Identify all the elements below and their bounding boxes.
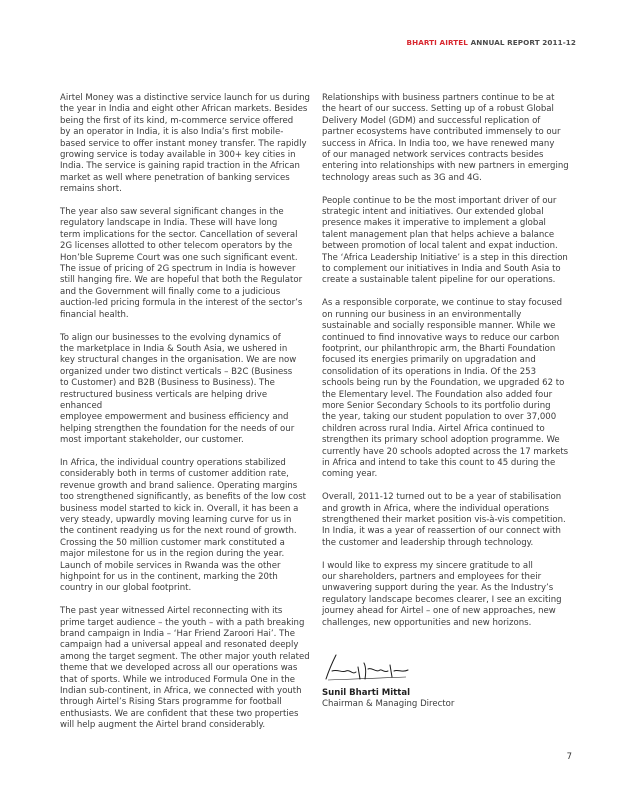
paragraph-airtel-money: Airtel Money was a distinctive service launch for us during the year in India and eight other African markets. Besides being the first of its kind, m-commerce service offered by an operator in India, it is also India’s first mobile- based service to offer instant money transfer. The rapidly growing service is today available in 300+ key cities in India. The service is gaining rapid traction in the African market as well where penetration of banking services remains short. — [60, 93, 310, 195]
paragraph-business-verticals: To align our businesses to the evolving dynamics of the marketplace in India & South Asia, we ushered in key structural changes in the organisation. We are now organized under two distinct verticals – B2C (Business to Customer) and B2B (Business to Business). The restructured business verticals are helping drive enhanced employee empowerment and business efficiency and helping strengthen the foundation for the needs of our most important stakeholder, our customer. — [60, 332, 297, 446]
paragraph-regulatory-landscape: The year also saw several significant changes in the regulatory landscape in India. These will have long term implications for the sector. Cancellation of several 2G licenses allotted to other telecom operators by the Hon’ble Supreme Court was one such significant event. The issue of pricing of 2G spectrum in India is however still hanging fire. We are hopeful that both the Regulator and the Government will finally come to a judicious auction-led pricing formula in the interest of the sector’s financial health. — [60, 207, 303, 320]
header-title: ANNUAL REPORT 2011-12 — [470, 38, 576, 47]
header-brand: BHARTI AIRTEL — [406, 38, 468, 47]
paragraph-business-partners: Relationships with business partners continue to be at the heart of our success. Setting up of a robust Global Delivery Model (GDM) and successful replication of partner ecosystems have contributed immensely to our success in Africa. In India too, we have renewed many of our managed network services contracts besides entering into relationships with new partners in emerging technology areas such as 3G and 4G. — [322, 93, 569, 183]
signer-name: Sunil Bharti Mittal — [322, 688, 411, 699]
paragraph-overall-year: Overall, 2011-12 turned out to be a year of stabilisation and growth in Africa, where the individual operations strengthened their market position vis-à-vis competition. In India, it was a year of reassertion of our connect with the customer and leadership through technology. — [322, 492, 566, 548]
right-column — [322, 93, 572, 711]
paragraph-brand-campaign: The past year witnessed Airtel reconnecting with its prime target audience – the youth – with a path breaking brand campaign in India – ‘Har Friend Zaroori Hai’. The campaign had a universal appeal and resonated deeply among the target segment. The other major youth related theme that we developed across all our operations was that of sports. While we introduced Formula One in the Indian sub-continent, in Africa, we connected with youth through Airtel’s Rising Stars programme for football enthusiasts. We are confident that these two properties will help augment the Airtel brand considerably. — [60, 606, 310, 731]
paragraph-people: People continue to be the most important driver of our strategic intent and initiatives. Our extended global presence makes it imperative to implement a global talent management plan that helps achieve a balance between promotion of local talent and expat induction. The ‘Africa Leadership Initiative’ is a step in this direction to complement our initiatives in India and South Asia to create a sustainable talent pipeline for our operations. — [322, 195, 568, 286]
paragraph-responsible-corporate: As a responsible corporate, we continue to stay focused on running our business in an environmentally sustainable and socially responsible manner. While we continued to find innovative ways to reduce our carbon footprint, our philanthropic arm, the Bharti Foundation focused its energies primarily on upgradation and consolidation of its operations in India. Of the 253 schools being run by the Foundation, we upgraded 62 to the Elementary level. The Foundation also added four more Senior Secondary Schools to its portfolio during the year, taking our student population to over 37,000 children across rural India. Airtel Africa continued to strengthen its primary school adoption programme. We currently have 20 schools adopted across the 17 markets in Africa and intend to take this count to 45 during the coming year. — [322, 298, 569, 480]
paragraph-gratitude: I would like to express my sincere gratitude to all our shareholders, partners and employees for their unwavering support during the year. As the Industry’s regulatory landscape becomes clearer, I see an exciting journey ahead for Airtel – one of new approaches, new challenges, new opportunities and new horizons. — [322, 560, 562, 628]
signer-title: Chairman & Managing Director — [322, 699, 455, 710]
handwritten-signature — [322, 649, 412, 683]
page-number: 7 — [566, 752, 572, 762]
report-header — [407, 38, 577, 47]
left-column — [60, 93, 310, 743]
paragraph-africa-operations: In Africa, the individual country operations stabilized considerably both in terms of customer addition rate, revenue growth and brand salience. Operating margins too strengthened significantly, as benefits of the low cost business model started to kick in. Overall, it has been a very steady, upwardly moving learning curve for us in the continent readying us for the next round of growth. Crossing the 50 million customer mark constituted a major milestone for us in the region during the year. Launch of mobile services in Rwanda was the other highpoint for us in the continent, marking the 20th country in our global footprint. — [60, 457, 307, 594]
